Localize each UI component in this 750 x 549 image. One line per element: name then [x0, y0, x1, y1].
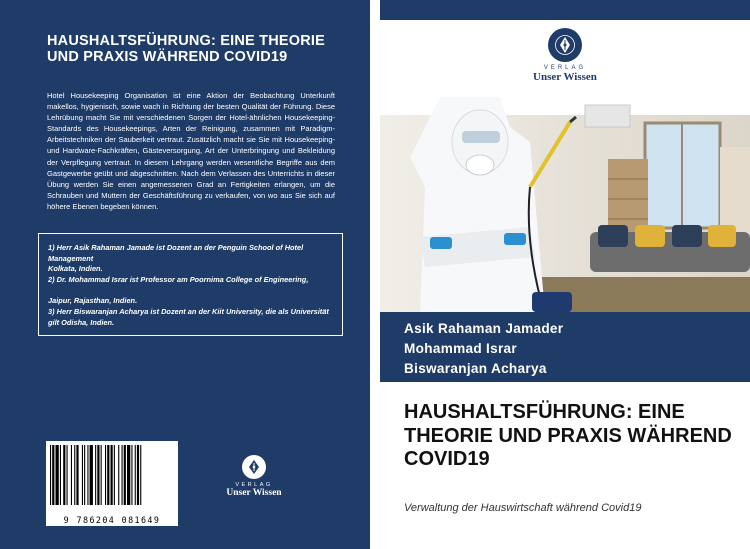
- back-publisher-logo: [226, 455, 282, 498]
- back-cover: [0, 0, 370, 549]
- front-cover-subtitle: Verwaltung der Hauswirtschaft während Covid19: [404, 502, 642, 514]
- barcode-bar: [105, 445, 106, 505]
- front-author-3: Biswaranjan Acharya: [404, 361, 547, 376]
- barcode-bar: [137, 445, 139, 505]
- barcode-bar: [90, 445, 93, 505]
- barcode-bar: [87, 445, 88, 505]
- barcode-bar: [124, 445, 126, 505]
- barcode-bar: [122, 445, 123, 505]
- barcode-bar: [76, 445, 78, 505]
- barcode-bar: [101, 445, 102, 505]
- author-note-2-location: Jaipur, Rajasthan, Indien.: [48, 296, 138, 305]
- barcode-bar: [63, 445, 65, 505]
- barcode-bar: [74, 445, 75, 505]
- barcode-bar: [60, 445, 61, 505]
- barcode-bar: [56, 445, 59, 505]
- barcode-bar: [52, 445, 54, 505]
- fountain-pen-nib-icon: [548, 28, 582, 62]
- front-author-2: Mohammad Israr: [404, 341, 517, 356]
- back-verlag-label: VERLAG: [235, 482, 273, 488]
- front-cover-title: HAUSHALTSFÜHRUNG: EINE THEORIE UND PRAXIS WÄHREND COVID19: [404, 401, 732, 470]
- barcode-bar: [127, 445, 130, 505]
- barcode-bar: [107, 445, 109, 505]
- front-cover: [380, 0, 750, 549]
- isbn-number: 9 786204 081649: [63, 515, 161, 525]
- fountain-pen-nib-icon: [242, 455, 266, 479]
- front-publisher-logo: [514, 28, 616, 83]
- barcode-bar: [67, 445, 68, 505]
- front-author-1: Asik Rahaman Jamader: [404, 321, 564, 336]
- barcode-bar: [71, 445, 72, 505]
- spine: [370, 0, 380, 549]
- author-note-3: 3) Herr Biswaranjan Acharya ist Dozent an der Kiit University, die als Universität gilt Odisha, Indien.: [48, 307, 329, 327]
- barcode-bar: [140, 445, 141, 505]
- back-cover-title: HAUSHALTSFÜHRUNG: EINE THEORIE UND PRAXIS WÄHREND COVID19: [47, 33, 326, 65]
- barcode-bar: [118, 445, 119, 505]
- barcode-bar: [50, 445, 51, 505]
- front-publisher-name: Unser Wissen: [533, 71, 597, 83]
- barcode-bar: [131, 445, 132, 505]
- author-note-2: 2) Dr. Mohammad Israr ist Professor am Poornima College of Engineering,: [48, 275, 309, 284]
- barcode-bar: [111, 445, 113, 505]
- barcode-bar: [84, 445, 85, 505]
- barcode-bar: [114, 445, 115, 505]
- barcode-bar: [82, 445, 83, 505]
- barcode-bar: [97, 445, 99, 505]
- top-band: [380, 0, 750, 20]
- isbn-barcode: [46, 441, 178, 526]
- book-description: Hotel Housekeeping Organisation ist eine Aktion der Beobachtung Unterkunft makellos, hygienisch, sowie wach in Richtung der besten Qualität der Führung. Diese Lehrübung macht Sie mit verschiedenen Sorgen der Hotel-ähnlichen Housekeeping-Standards des Housekeepings, Arten der Reinigung, zusammen mit Paradigm-Arbeitstechniken der Sauberkeit vertraut. Zusätzlich macht sie Sie mit Housekeeping- und Hardware-Fachkräften, Gästeversorgung, Art der Unterbringung und Bekleidung der Verpflegung vertraut. In diesem Lehrgang werden wesentliche Begriffe aus dem Gastgewerbe geübt und abgeschnitten. Nach dem Verlassen des Unterrichts in dieser Übung werden Sie einen angemessenen Grad an Fertigkeiten erlangen, um die Schrauben und Muttern der Geschäftsführung zu verkaufen, von wo aus Sie sich auf höhere Ebenen begeben können.: [47, 91, 335, 211]
- author-note-1: 1) Herr Asik Rahaman Jamade ist Dozent an der Penguin School of Hotel Management: [48, 243, 304, 263]
- front-verlag-label: VERLAG: [543, 65, 587, 71]
- barcode-bar: [95, 445, 96, 505]
- cover-photo: [380, 97, 750, 312]
- author-note-1-location: Kolkata, Indien.: [48, 264, 103, 273]
- back-publisher-name: Unser Wissen: [226, 488, 282, 498]
- barcode-bar: [135, 445, 136, 505]
- barcode-bars: [46, 441, 178, 513]
